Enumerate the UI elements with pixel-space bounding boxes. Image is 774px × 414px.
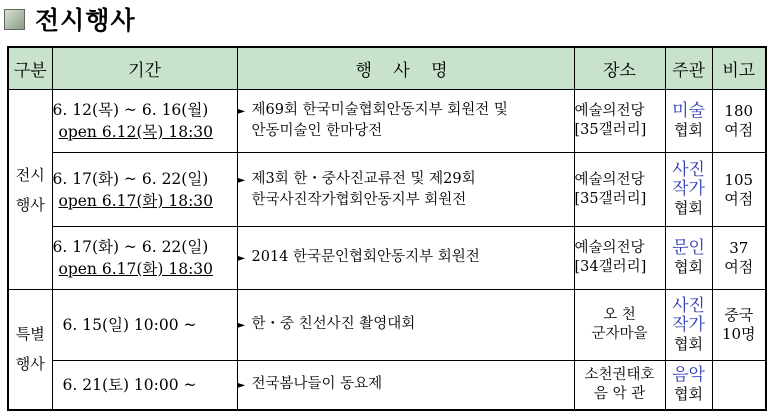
venue-text: 예술의전당 — [574, 240, 645, 256]
note-cell — [712, 361, 766, 410]
opening-time: open 6.17(화) 18:30 — [58, 260, 214, 278]
opening-time: open 6.17(화) 18:30 — [58, 191, 214, 210]
period-cell — [52, 361, 237, 410]
table-row — [8, 227, 766, 290]
note-text: 여점 — [724, 121, 754, 139]
host-text: 사진 — [672, 295, 705, 316]
period-text: 6. 17(화) ~ 6. 22(일) — [52, 238, 209, 256]
event-title: 한국사진작가협회안동지부 회원전 — [251, 191, 467, 208]
table-row — [8, 90, 766, 153]
venue-cell — [574, 290, 665, 361]
period-text: 6. 12(목) ~ 6. 16(월) — [52, 101, 209, 119]
venue-text: 오 천 — [603, 307, 636, 323]
section-heading — [4, 2, 136, 36]
category-label: 특별 — [15, 325, 45, 344]
event-title: 제69회 한국미술협회안동지부 회원전 및 — [251, 102, 508, 118]
host-text: 협회 — [674, 384, 703, 403]
period-cell — [52, 227, 237, 290]
header-note: 비고 — [712, 47, 766, 90]
note-cell — [712, 153, 766, 227]
host-cell — [665, 153, 712, 227]
host-text: 협회 — [674, 121, 703, 139]
host-text: 음악 — [672, 364, 705, 385]
category-label: 행사 — [15, 355, 45, 374]
event-cell — [237, 90, 574, 153]
venue-cell — [574, 227, 665, 290]
header-category: 구분 — [8, 47, 52, 90]
host-text: 협회 — [674, 258, 703, 276]
opening-time: open 6.12(목) 18:30 — [58, 123, 214, 141]
header-venue: 장소 — [574, 47, 665, 90]
category-label: 전시 — [15, 165, 45, 184]
venue-cell — [574, 90, 665, 153]
note-text: 37 — [729, 239, 749, 257]
event-title: 2014 한국문인협회안동지부 회원전 — [251, 249, 480, 265]
category-exhibition — [8, 90, 52, 290]
host-text: 작가 — [672, 179, 705, 199]
category-label: 행사 — [15, 195, 45, 214]
note-text: 여점 — [724, 189, 754, 208]
venue-cell — [574, 153, 665, 227]
note-text: 10명 — [721, 325, 756, 343]
period-cell — [52, 90, 237, 153]
table-header-row — [8, 47, 766, 90]
section-title: 전시행사 — [35, 6, 136, 35]
host-cell — [665, 90, 712, 153]
event-title: 한・중 친선사진 촬영대회 — [251, 316, 416, 332]
event-cell — [237, 153, 574, 227]
triangle-right-icon: ► — [237, 320, 246, 331]
venue-text: 예술의전당 — [574, 103, 645, 119]
period-cell — [52, 290, 237, 361]
host-text: 협회 — [674, 334, 703, 353]
table-row — [8, 361, 766, 410]
event-title: 안동미술인 한마당전 — [251, 123, 383, 139]
period-text: 6. 15(일) 10:00 ~ — [62, 316, 197, 334]
square-bullet-icon — [4, 9, 25, 30]
header-event: 행 사 명 — [237, 47, 574, 90]
triangle-right-icon: ► — [237, 379, 246, 391]
host-text: 미술 — [672, 101, 705, 121]
note-text: 105 — [724, 170, 754, 189]
host-cell — [665, 227, 712, 290]
event-cell — [237, 361, 574, 410]
period-text: 6. 17(화) ~ 6. 22(일) — [52, 169, 209, 188]
host-text: 사진 — [672, 160, 705, 180]
note-cell — [712, 227, 766, 290]
host-cell — [665, 361, 712, 410]
venue-text: 음 악 관 — [593, 385, 646, 402]
header-period: 기간 — [52, 47, 237, 90]
note-text: 중국 — [724, 306, 754, 324]
event-schedule-table — [7, 46, 767, 411]
venue-text: 예술의전당 — [574, 171, 645, 188]
event-cell — [237, 290, 574, 361]
triangle-right-icon: ► — [237, 106, 246, 117]
note-text: 180 — [724, 102, 754, 120]
table-row — [8, 290, 766, 361]
note-cell — [712, 290, 766, 361]
venue-text: 소천권태호 — [584, 366, 655, 383]
event-title: 전국봄나들이 동요제 — [251, 375, 383, 392]
host-text: 작가 — [672, 314, 705, 335]
triangle-right-icon: ► — [237, 253, 246, 264]
triangle-right-icon: ► — [237, 174, 246, 186]
venue-cell — [574, 361, 665, 410]
period-text: 6. 21(토) 10:00 ~ — [62, 375, 197, 394]
note-text: 여점 — [724, 258, 754, 276]
host-cell — [665, 290, 712, 361]
category-special — [8, 290, 52, 410]
table-row — [8, 153, 766, 227]
venue-text: [34갤러리] — [574, 259, 647, 275]
venue-text: [35갤러리] — [574, 190, 647, 207]
venue-text: 군자마을 — [591, 326, 648, 342]
note-cell — [712, 90, 766, 153]
host-text: 문인 — [672, 238, 705, 258]
host-text: 협회 — [674, 199, 703, 217]
period-cell — [52, 153, 237, 227]
event-cell — [237, 227, 574, 290]
event-title: 제3회 한・중사진교류전 및 제29회 — [251, 170, 476, 187]
venue-text: [35갤러리] — [574, 122, 647, 138]
header-host: 주관 — [665, 47, 712, 90]
